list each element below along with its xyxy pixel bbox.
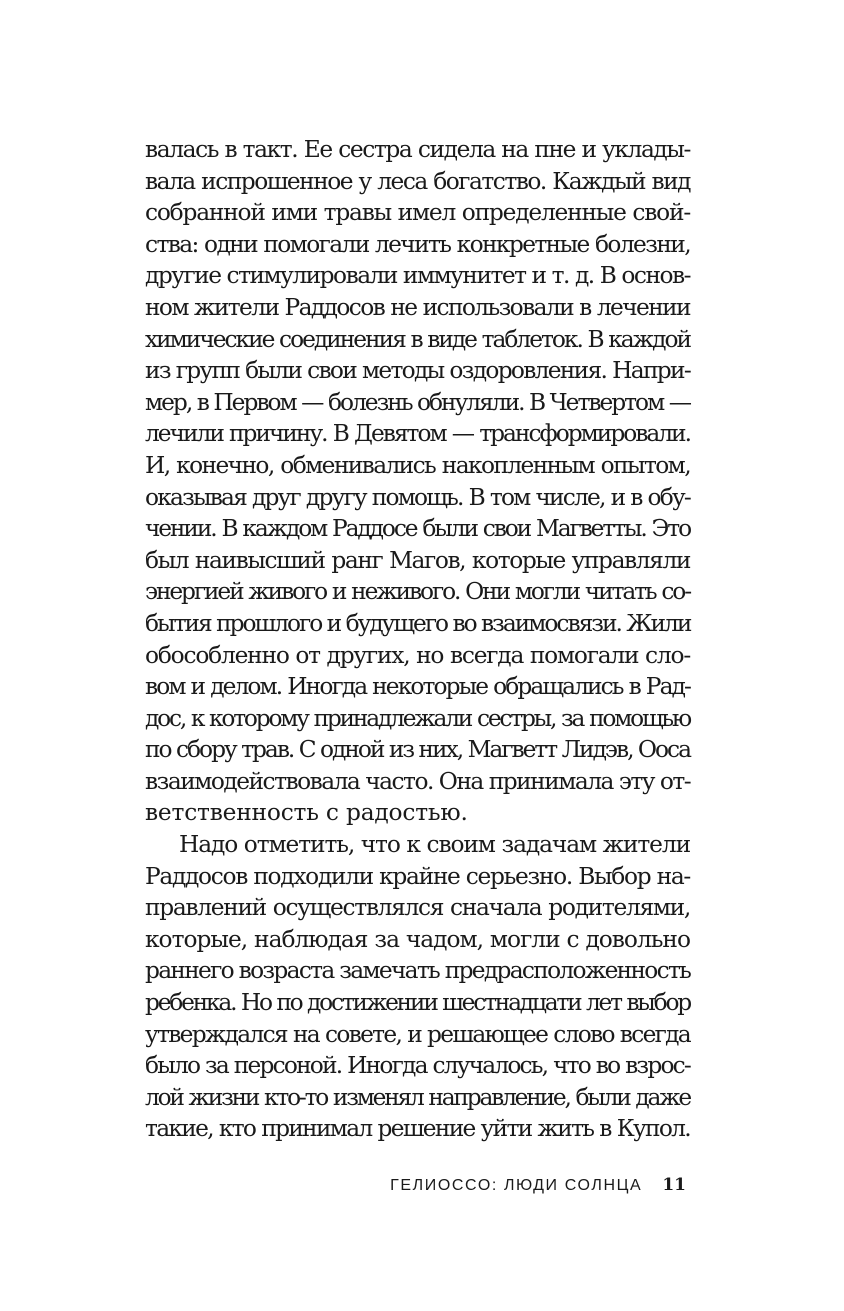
text-line: был наивысший ранг Магов, которые управляли <box>145 546 690 574</box>
text-line-indented: Надо отметить, что к своим задачам жители <box>179 831 690 859</box>
text-line: взаимодействовала часто. Она принимала эту от- <box>145 767 691 795</box>
text-line: по сбору трав. С одной из них, Магветт Лидэв, Ооса <box>145 736 690 764</box>
text-line: бытия прошлого и будущего во взаимосвязи. Жили <box>145 609 691 637</box>
page-footer <box>390 1175 686 1195</box>
text-line: валась в такт. Ее сестра сидела на пне и уклады- <box>145 136 690 163</box>
text-line: ветственность с радостью. <box>145 799 468 827</box>
text-line: обособленно от других, но всегда помогали сло- <box>145 641 690 669</box>
text-line: И, конечно, обменивались накопленным опытом, <box>145 451 690 479</box>
text-line: вала испрошенное у леса богатство. Каждый вид <box>145 167 690 195</box>
text-line: утверждался на совете, и решающее слово всегда <box>145 1020 690 1048</box>
text-line: ном жители Раддосов не использовали в лечении <box>145 293 690 321</box>
text-line: раннего возраста замечать предрасположенность <box>145 957 691 985</box>
text-line: ребенка. Но по достижении шестнадцати лет выбор <box>145 989 690 1017</box>
paragraph-2 <box>145 829 690 1145</box>
page-number: 11 <box>662 1175 686 1195</box>
text-line: мер, в Первом — болезнь обнуляли. В Четвертом — <box>145 388 690 416</box>
text-line: Раддосов подходили крайне серьезно. Выбор на- <box>145 862 690 890</box>
text-line: правлений осуществлялся сначала родителями, <box>145 894 690 922</box>
text-line: лой жизни кто-то изменял направление, были даже <box>145 1083 690 1111</box>
text-line: вом и делом. Иногда некоторые обращались в Рад- <box>145 673 690 701</box>
text-line: такие, кто принимал решение уйти жить в Купол. <box>145 1115 690 1143</box>
text-line: из групп были свои методы оздоровления. Напри- <box>145 357 690 385</box>
text-line: чении. В каждом Раддосе были свои Магветты. Это <box>145 515 690 543</box>
text-line: лечили причину. В Девятом — трансформировали. <box>145 420 690 448</box>
text-line: энергией живого и неживого. Они могли читать со- <box>145 578 690 606</box>
text-line: собранной ими травы имел определенные свой- <box>145 199 690 227</box>
running-head: ГЕЛИОССО: ЛЮДИ СОЛНЦА <box>390 1177 643 1194</box>
text-line: другие стимулировали иммунитет и т. д. В основ- <box>145 262 690 290</box>
body-text <box>145 134 690 1145</box>
text-line: оказывая друг другу помощь. В том числе, и в обу- <box>145 483 690 511</box>
text-line: которые, наблюдая за чадом, могли с довольно <box>145 925 690 953</box>
text-line: дос, к которому принадлежали сестры, за помощью <box>145 704 690 732</box>
text-line: химические соединения в виде таблеток. В каждой <box>145 325 690 353</box>
text-line: было за персоной. Иногда случалось, что во взрос- <box>145 1052 690 1080</box>
paragraph-1 <box>145 134 690 829</box>
text-line: ства: одни помогали лечить конкретные болезни, <box>145 230 690 258</box>
